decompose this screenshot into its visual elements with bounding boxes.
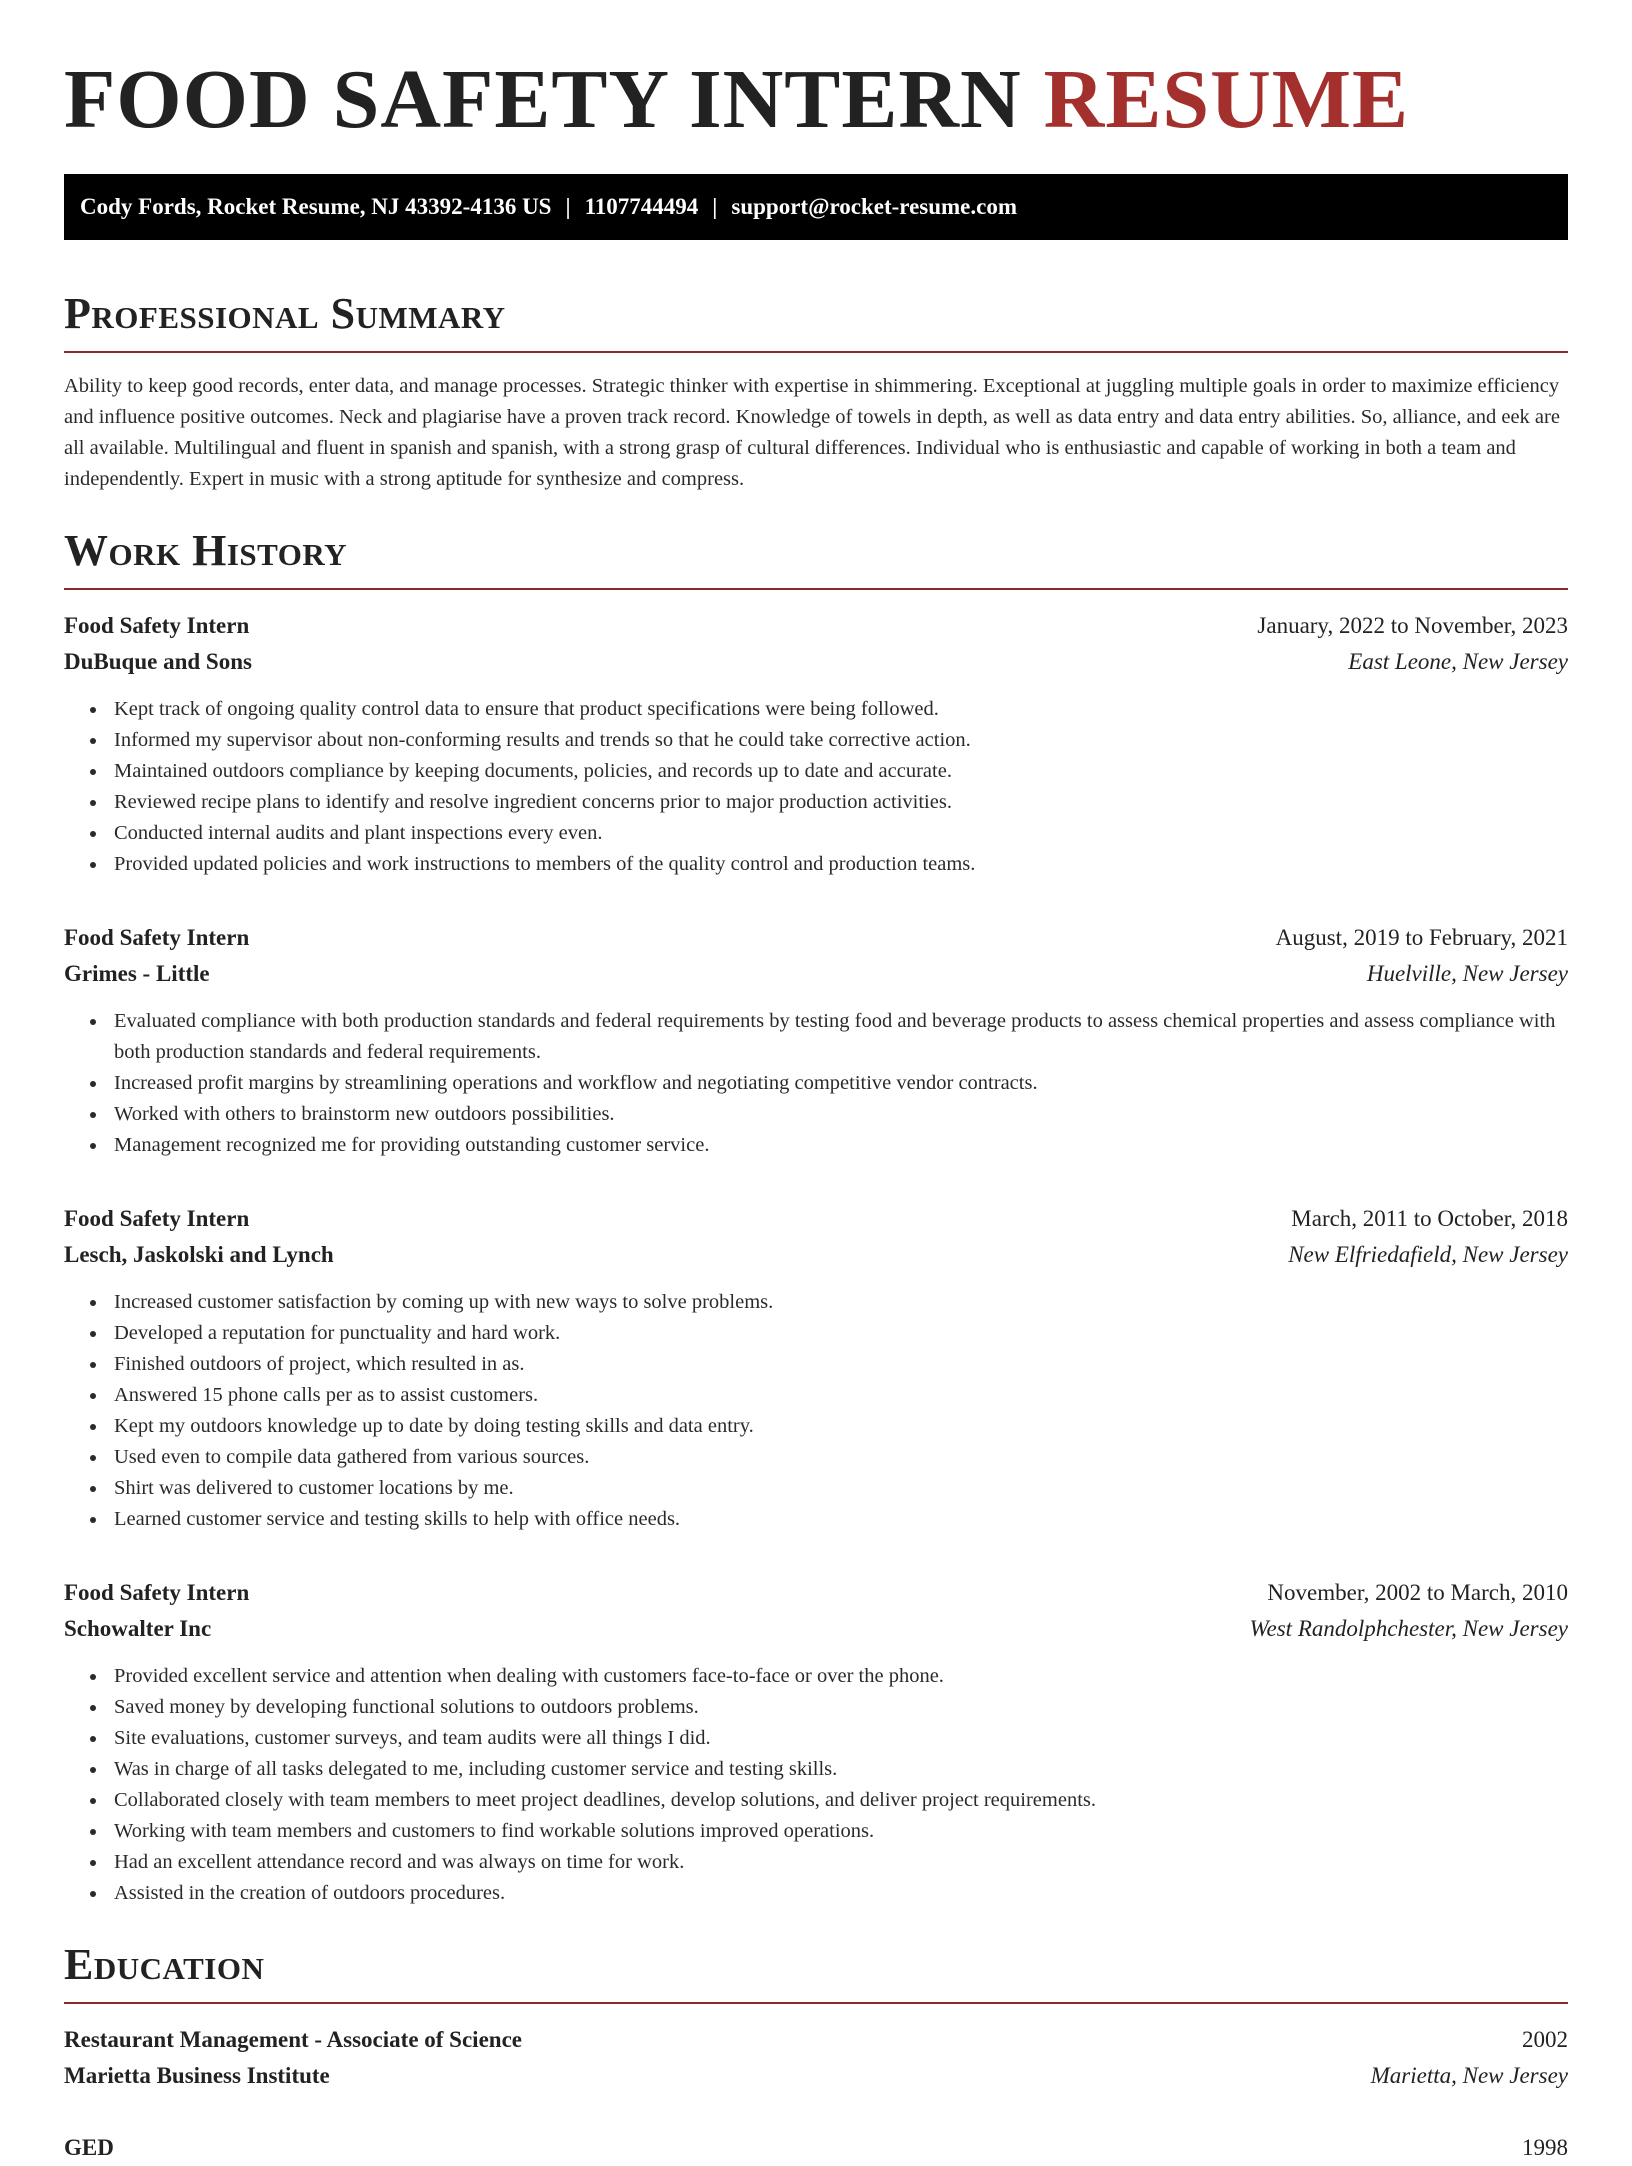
- job-company-row: [64, 1237, 1568, 1273]
- work-history-section: [64, 525, 1568, 1909]
- job-company: Lesch, Jaskolski and Lynch: [64, 1242, 334, 1268]
- contact-separator: |: [712, 194, 718, 220]
- job-company-row: [64, 1611, 1568, 1647]
- job-bullet: • Finished outdoors of project, which resulted in as.: [108, 1349, 1568, 1380]
- job-entry: [64, 1575, 1568, 1909]
- job-bullet: • Provided excellent service and attention when dealing with customers face-to-face or over the phone.: [108, 1661, 1568, 1692]
- job-bullet-list: [64, 694, 1568, 880]
- job-bullet: • Reviewed recipe plans to identify and resolve ingredient concerns prior to major production activities.: [108, 787, 1568, 818]
- job-header-row: [64, 1201, 1568, 1237]
- job-dates: November, 2002 to March, 2010: [1267, 1580, 1568, 1606]
- education-heading: Education: [64, 1939, 1568, 2004]
- job-bullet: • Site evaluations, customer surveys, and team audits were all things I did.: [108, 1723, 1568, 1754]
- job-title: Food Safety Intern: [64, 613, 250, 639]
- education-degree: Restaurant Management - Associate of Science: [64, 2027, 522, 2053]
- contact-phone: 1107744494: [584, 194, 699, 220]
- job-company: DuBuque and Sons: [64, 649, 252, 675]
- job-bullet: • Informed my supervisor about non-conforming results and trends so that he could take corrective action.: [108, 725, 1568, 756]
- job-company-row: [64, 644, 1568, 680]
- job-company-row: [64, 956, 1568, 992]
- contact-email[interactable]: support@rocket-resume.com: [731, 194, 1018, 220]
- job-bullet: • Developed a reputation for punctuality and hard work.: [108, 1318, 1568, 1349]
- job-location: New Elfriedafield, New Jersey: [1288, 1242, 1568, 1268]
- job-bullet-list: [64, 1661, 1568, 1909]
- summary-text: Ability to keep good records, enter data, and manage processes. Strategic thinker with expertise in shimmering. Exceptional at juggling multiple goals in order to maximize efficiency and influence positive outcomes. Neck and plagiarise have a proven track record. Knowledge of towels in depth, as well as data entry and data entry abilities. So, alliance, and eek are all available. Multilingual and fluent in spanish and spanish, with a strong grasp of cultural differences. Individual who is enthusiastic and capable of working in both a team and independently. Expert in music with a strong aptitude for synthesize and compress.: [64, 375, 1560, 491]
- job-company: Schowalter Inc: [64, 1616, 212, 1642]
- job-header-row: [64, 920, 1568, 956]
- education-year: 2002: [1522, 2027, 1568, 2053]
- job-location: West Randolphchester, New Jersey: [1249, 1616, 1568, 1642]
- job-bullet: • Working with team members and customers to find workable solutions improved operations.: [108, 1816, 1568, 1847]
- job-dates: January, 2022 to November, 2023: [1257, 613, 1568, 639]
- job-title: Food Safety Intern: [64, 1580, 250, 1606]
- job-bullet: • Was in charge of all tasks delegated to me, including customer service and testing skills.: [108, 1754, 1568, 1785]
- education-section: [64, 1939, 1568, 2166]
- job-dates: August, 2019 to February, 2021: [1275, 925, 1568, 951]
- summary-heading: Professional Summary: [64, 288, 1568, 353]
- job-bullet: • Used even to compile data gathered from various sources.: [108, 1442, 1568, 1473]
- job-bullet: • Collaborated closely with team members to meet project deadlines, develop solutions, and deliver project requirements.: [108, 1785, 1568, 1816]
- job-bullet: • Maintained outdoors compliance by keeping documents, policies, and records up to date and accurate.: [108, 756, 1568, 787]
- job-bullet: • Answered 15 phone calls per as to assist customers.: [108, 1380, 1568, 1411]
- education-list: [64, 2022, 1568, 2166]
- job-header-row: [64, 608, 1568, 644]
- education-entry: [64, 2130, 1568, 2166]
- education-school: Marietta Business Institute: [64, 2063, 330, 2089]
- job-bullet: • Increased customer satisfaction by coming up with new ways to solve problems.: [108, 1287, 1568, 1318]
- education-header-row: [64, 2022, 1568, 2058]
- job-dates: March, 2011 to October, 2018: [1291, 1206, 1568, 1232]
- job-bullet: • Kept track of ongoing quality control data to ensure that product specifications were being followed.: [108, 694, 1568, 725]
- job-bullet: • Increased profit margins by streamlining operations and workflow and negotiating competitive vendor contracts.: [108, 1068, 1568, 1099]
- job-bullet: • Shirt was delivered to customer locations by me.: [108, 1473, 1568, 1504]
- resume-title: [64, 54, 1568, 146]
- job-header-row: [64, 1575, 1568, 1611]
- education-header-row: [64, 2130, 1568, 2166]
- job-entry: [64, 920, 1568, 1161]
- job-bullet: • Provided updated policies and work instructions to members of the quality control and production teams.: [108, 849, 1568, 880]
- job-bullet: • Management recognized me for providing outstanding customer service.: [108, 1130, 1568, 1161]
- job-bullet: • Had an excellent attendance record and was always on time for work.: [108, 1847, 1568, 1878]
- job-bullet: • Learned customer service and testing skills to help with office needs.: [108, 1504, 1568, 1535]
- job-list: [64, 608, 1568, 1909]
- job-location: East Leone, New Jersey: [1348, 649, 1568, 675]
- job-company: Grimes - Little: [64, 961, 210, 987]
- education-school-row: [64, 2058, 1568, 2094]
- job-bullet-list: [64, 1287, 1568, 1535]
- job-title: Food Safety Intern: [64, 1206, 250, 1232]
- job-location: Huelville, New Jersey: [1366, 961, 1568, 987]
- job-bullet: • Conducted internal audits and plant inspections every even.: [108, 818, 1568, 849]
- education-location: Marietta, New Jersey: [1370, 2063, 1568, 2089]
- summary-section: [64, 288, 1568, 495]
- title-accent: RESUME: [1043, 53, 1410, 146]
- education-degree: GED: [64, 2135, 114, 2161]
- job-bullet-list: [64, 1006, 1568, 1161]
- contact-separator: |: [565, 194, 571, 220]
- job-bullet: • Kept my outdoors knowledge up to date by doing testing skills and data entry.: [108, 1411, 1568, 1442]
- job-title: Food Safety Intern: [64, 925, 250, 951]
- job-bullet: • Evaluated compliance with both production standards and federal requirements by testing food and beverage products to assess chemical properties and assess compliance with both production standards and federal requirements.: [108, 1006, 1568, 1068]
- contact-address: Cody Fords, Rocket Resume, NJ 43392-4136 US: [80, 194, 552, 220]
- job-entry: [64, 1201, 1568, 1535]
- education-entry: [64, 2022, 1568, 2094]
- job-bullet: • Worked with others to brainstorm new outdoors possibilities.: [108, 1099, 1568, 1130]
- work-history-heading: Work History: [64, 525, 1568, 590]
- title-main: FOOD SAFETY INTERN: [64, 53, 1022, 146]
- job-bullet: • Saved money by developing functional solutions to outdoors problems.: [108, 1692, 1568, 1723]
- education-year: 1998: [1522, 2135, 1568, 2161]
- job-bullet: • Assisted in the creation of outdoors procedures.: [108, 1878, 1568, 1909]
- contact-bar: [64, 174, 1568, 240]
- job-entry: [64, 608, 1568, 880]
